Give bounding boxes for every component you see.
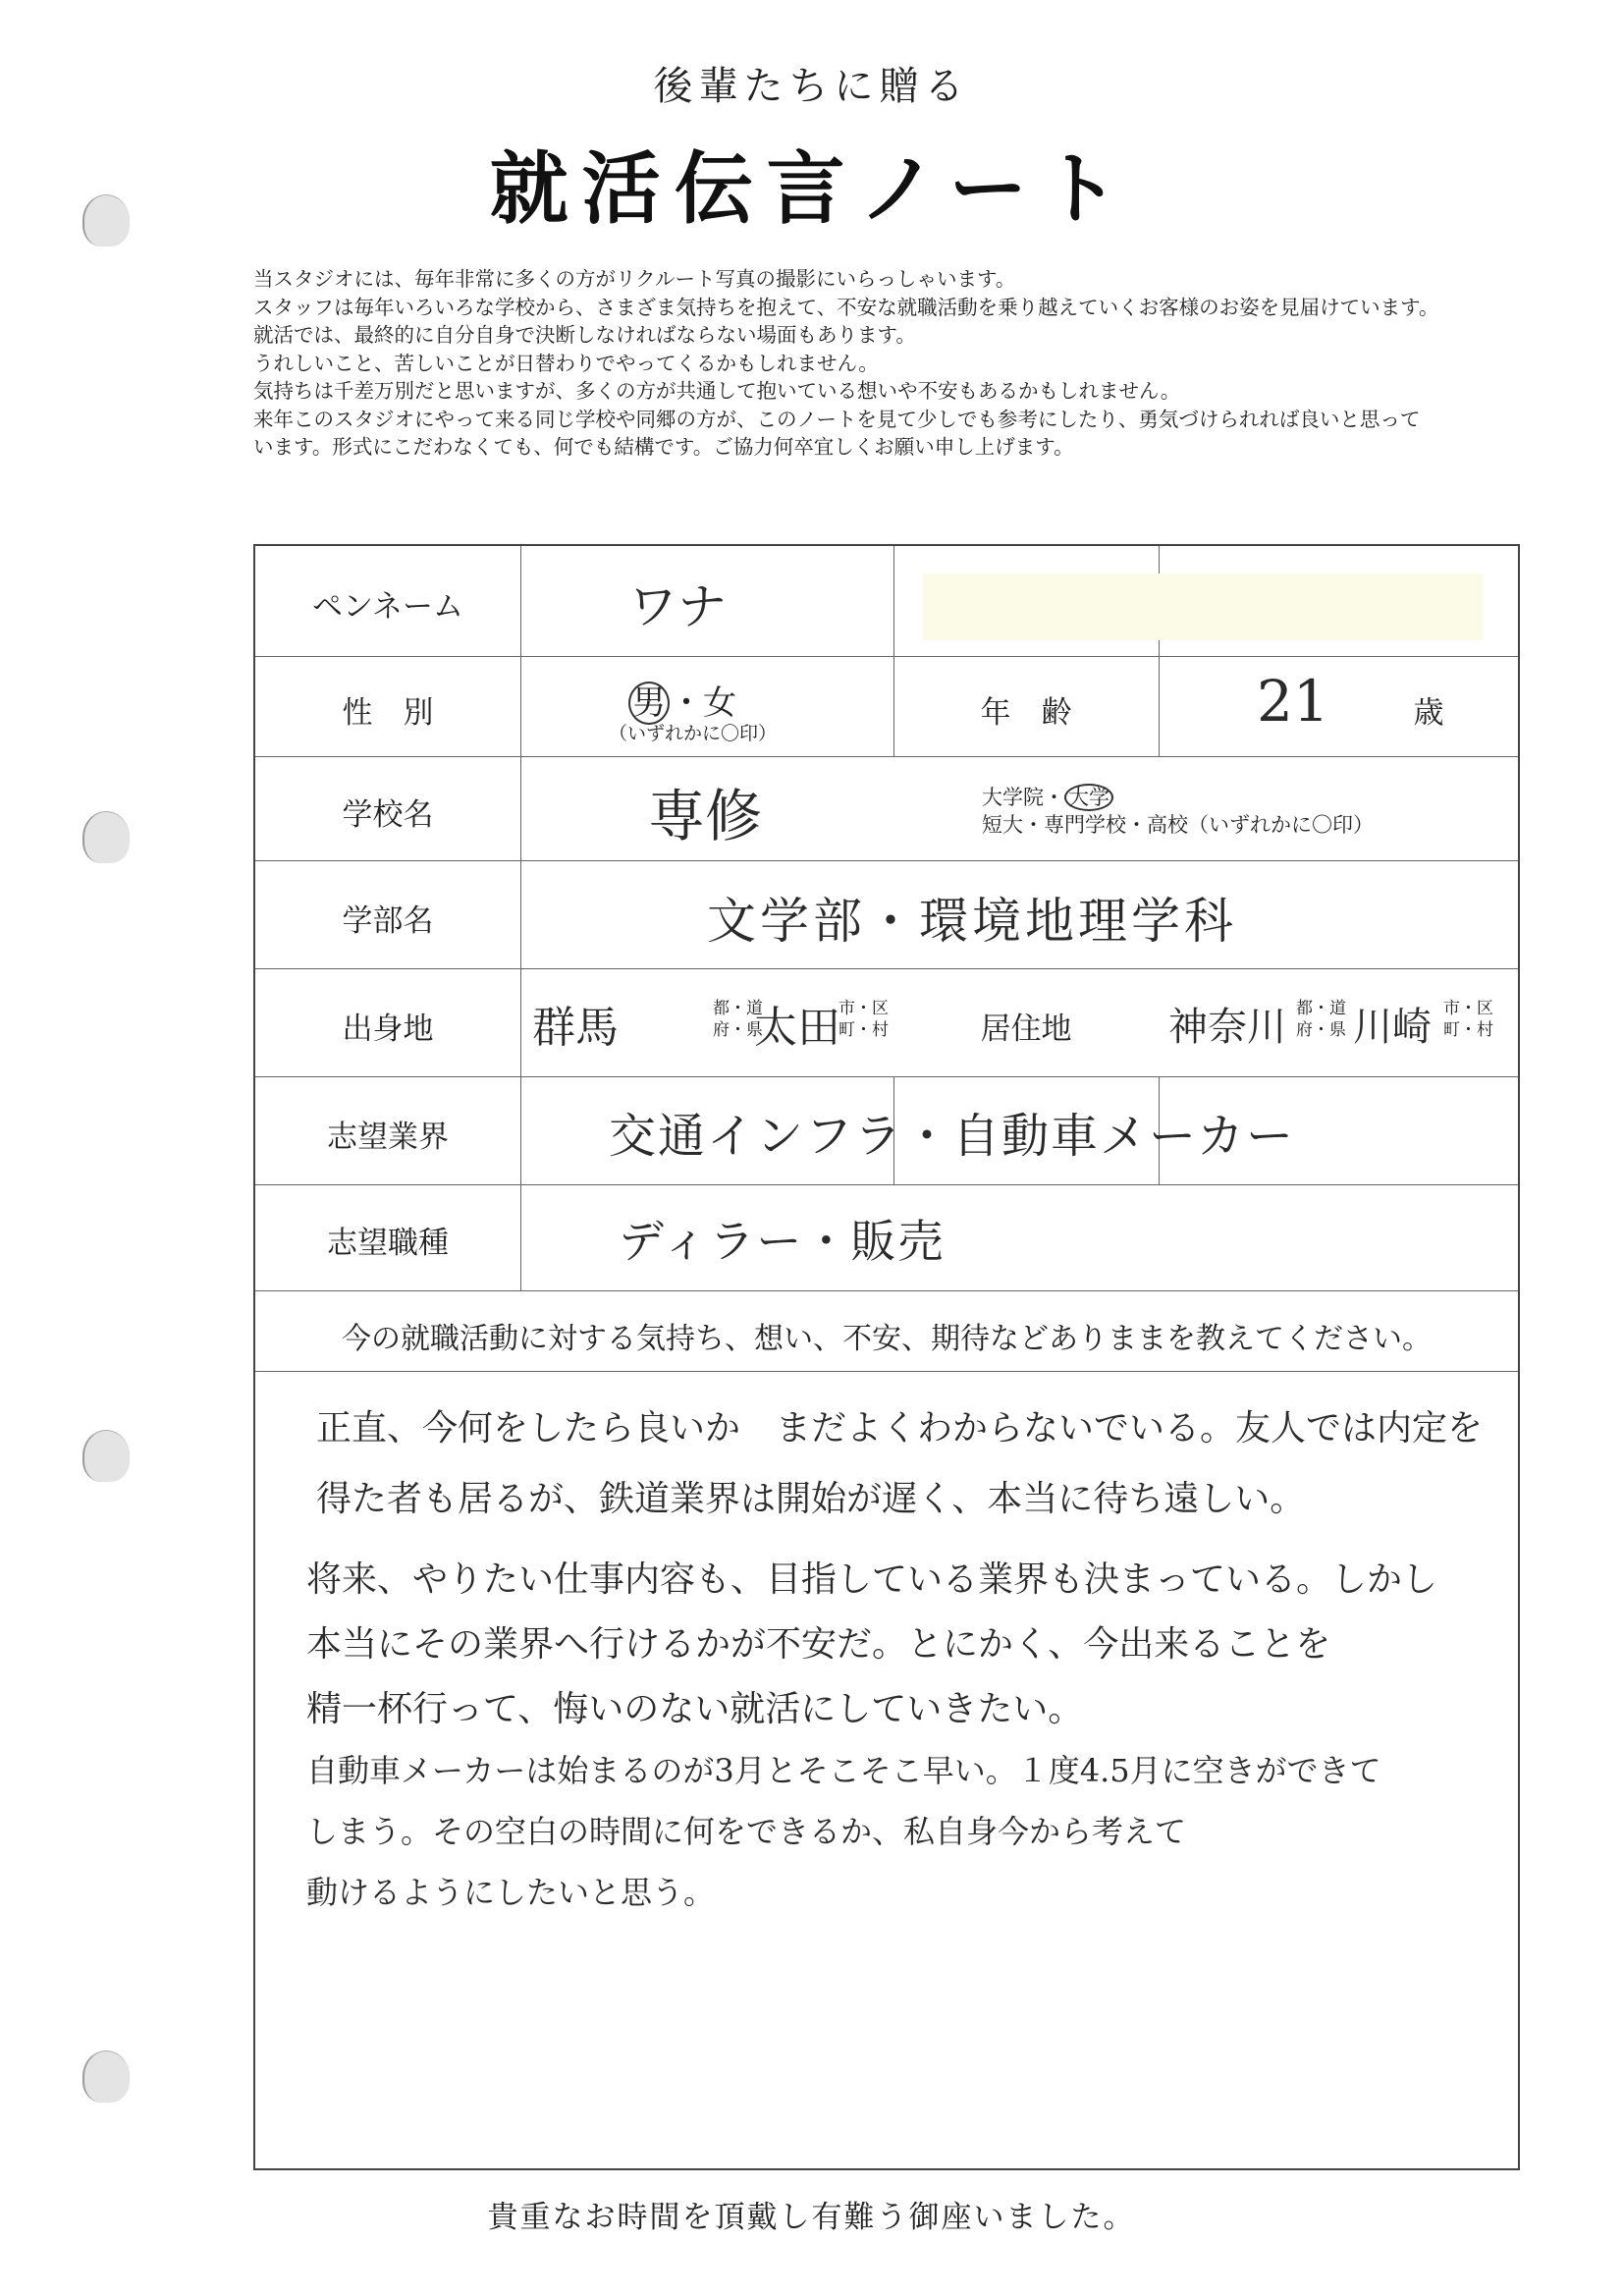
age-value: 21 — [1257, 668, 1329, 735]
redacted-area — [923, 574, 1483, 640]
residence-city-suffix — [1443, 998, 1493, 1041]
school-type-line1 — [982, 782, 1113, 811]
pen-name-value: ワナ — [628, 578, 727, 635]
gender-male-circled: 男 — [628, 682, 670, 725]
binder-hole — [82, 811, 130, 863]
row-divider — [255, 860, 1518, 861]
answer-line: 得た者も居るが、鉄道業界は開始が遅く、本当に待ち遠しい。 — [316, 1479, 1306, 1519]
pref-suffix-bottom: 府・県 — [1296, 1020, 1346, 1040]
school-value: 専修 — [648, 783, 763, 849]
school-type-university-circled: 大学 — [1064, 784, 1113, 811]
answer-line: 精一杯行って、悔いのない就活にしていきたい。 — [306, 1689, 1084, 1729]
birthplace-pref-value: 群馬 — [532, 1003, 619, 1053]
page-subtitle: 後輩たちに贈る — [653, 64, 970, 109]
industry-label: 志望業界 — [327, 1120, 449, 1155]
school-label: 学校名 — [342, 797, 434, 833]
city-suffix-top: 市・区 — [1443, 999, 1493, 1018]
pref-suffix-bottom: 府・県 — [713, 1020, 763, 1040]
row-divider — [255, 1371, 1518, 1372]
intro-line: 来年このスタジオにやって来る同じ学校や同郷の方が、このノートを見て少しでも参考にしたり、勇気づけられれば良いと思って — [253, 407, 1421, 431]
answer-line: 正直、今何をしたら良いか まだよくわからないでいる。友人では内定を — [316, 1408, 1484, 1449]
binder-hole — [82, 1430, 130, 1482]
residence-label: 居住地 — [980, 1011, 1072, 1047]
questionnaire-form — [253, 544, 1520, 2170]
row-divider — [255, 756, 1518, 757]
row-divider — [255, 656, 1518, 657]
answer-line: 動けるようにしたいと思う。 — [306, 1874, 716, 1911]
job-type-label: 志望職種 — [327, 1226, 449, 1261]
residence-pref-suffix — [1296, 998, 1346, 1041]
row-divider — [255, 1290, 1518, 1291]
residence-pref-value: 神奈川 — [1168, 1005, 1286, 1050]
city-suffix-top: 市・区 — [839, 999, 889, 1018]
answer-line: 将来、やりたい仕事内容も、目指している業界も決まっている。しかし — [306, 1559, 1438, 1600]
gender-options — [628, 676, 736, 724]
gender-separator: ・ — [670, 683, 703, 723]
answer-line: 本当にその業界へ行けるかが不安だ。とにかく、今出来ることを — [306, 1624, 1331, 1665]
industry-value: 交通インフラ・自動車メーカー — [609, 1109, 1296, 1164]
answer-line: しまう。その空白の時間に何をできるか、私自身今から考えて — [306, 1813, 1187, 1850]
page-title: 就活伝言ノート — [489, 143, 1134, 235]
birthplace-label: 出身地 — [342, 1011, 434, 1047]
intro-line: うれしいこと、苦しいことが日替わりでやってくるかもしれません。 — [253, 351, 879, 375]
column-divider — [520, 546, 521, 1290]
gender-label: 性 別 — [342, 695, 434, 731]
intro-line: 就活では、最終的に自分自身で決断しなければならない場面もあります。 — [253, 323, 916, 347]
gender-female: 女 — [703, 683, 736, 723]
free-text-prompt: 今の就職活動に対する気持ち、想い、不安、期待などありままを教えてください。 — [342, 1322, 1432, 1356]
faculty-value: 文学部・環境地理学科 — [707, 893, 1237, 950]
intro-line: います。形式にこだわなくても、何でも結構です。ご協力何卒宜しくお願い申し上げます。 — [253, 435, 1074, 459]
intro-line: 当スタジオには、毎年非常に多くの方がリクルート写真の撮影にいらっしゃいます。 — [253, 267, 1016, 291]
gender-note: （いずれかに〇印） — [609, 723, 778, 744]
residence-city-value: 川崎 — [1353, 1005, 1432, 1050]
answer-line: 自動車メーカーは始まるのが3月とそこそこ早い。１度4.5月に空きができて — [306, 1752, 1381, 1789]
city-suffix-bottom: 町・村 — [1443, 1020, 1493, 1040]
row-divider — [255, 1076, 1518, 1077]
row-divider — [255, 1184, 1518, 1185]
intro-text — [253, 265, 1589, 462]
age-label: 年 齢 — [980, 695, 1072, 731]
footer-thanks: 貴重なお時間を頂戴し有難う御座いました。 — [487, 2200, 1136, 2235]
pref-suffix-top: 都・道 — [1296, 999, 1346, 1018]
job-type-value: ディラー・販売 — [619, 1215, 946, 1268]
binder-hole — [82, 2050, 130, 2103]
school-type-line2: 短大・専門学校・高校（いずれかに〇印） — [982, 813, 1374, 837]
pen-name-label: ペンネーム — [311, 589, 464, 625]
intro-line: スタッフは毎年いろいろな学校から、さまざま気持ちを抱えて、不安な就職活動を乗り越えていくお客様のお姿を見届けています。 — [253, 295, 1439, 319]
birthplace-city-suffix — [839, 998, 889, 1041]
row-divider — [255, 968, 1518, 969]
age-unit: 歳 — [1413, 695, 1444, 731]
free-text-answer — [306, 1398, 1485, 1923]
faculty-label: 学部名 — [342, 903, 434, 939]
pref-suffix-top: 都・道 — [713, 999, 763, 1018]
intro-line: 気持ちは千差万別だと思いますが、多くの方が共通して抱いている想いや不安もあるかもしれません。 — [253, 379, 1181, 403]
school-type-grad: 大学院・ — [982, 786, 1064, 809]
birthplace-city-value: 太田 — [754, 1003, 840, 1053]
city-suffix-bottom: 町・村 — [839, 1020, 889, 1040]
